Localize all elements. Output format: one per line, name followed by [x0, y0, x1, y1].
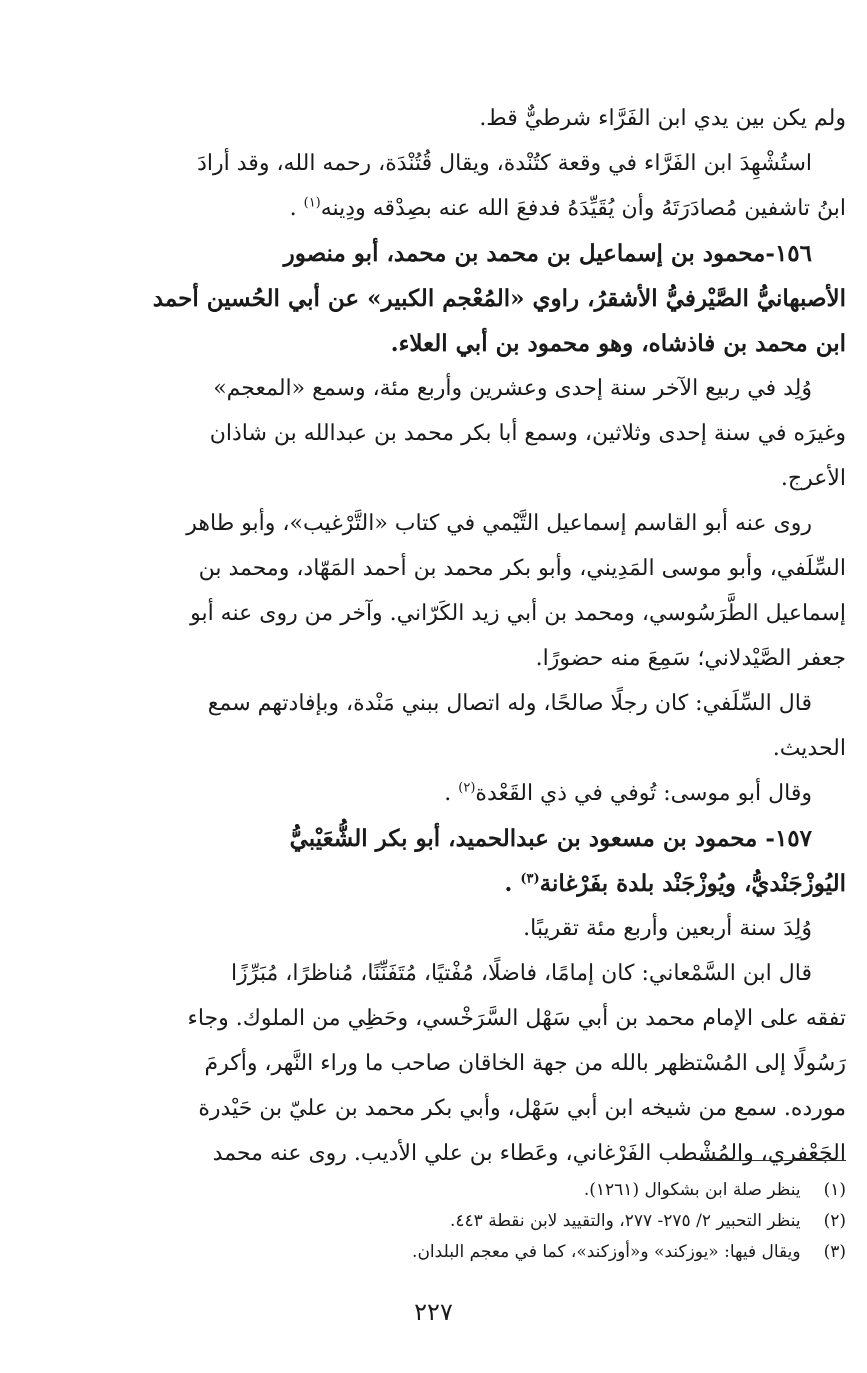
entry-heading-156: ١٥٦-محمود بن إسماعيل بن محمد بن محمد، أبو منصور — [283, 240, 812, 267]
footnote-number: (٢) — [823, 1211, 846, 1231]
text-line: ولم يكن بين يدي ابن الفَرَّاء شرطيٌّ قط. — [479, 106, 846, 131]
entry-heading-line: الأصبهانيُّ الصَّيْرفيُّ الأشقرُ، راوي «المُعْجم الكبير» عن أبي الحُسين أحمد — [152, 285, 846, 312]
entry-heading-line: اليُوزْجَنْديُّ، ويُوزْجَنْد بلدة بفَرْغانة$^{(٣)}$ . — [504, 870, 846, 897]
text-line: إسماعيل الطَّرَسُوسي، ومحمد بن أبي زيد الكَرّاني. وآخر من روى عنه أبو — [190, 601, 846, 626]
footnote-item — [104, 1206, 846, 1237]
footnote-number: (٣) — [823, 1242, 846, 1262]
footnote-ref: (١) — [303, 195, 321, 211]
text-line: قال ابن السَّمْعاني: كان إمامًا، فاضلًا، مُفْتيًا، مُتَفَنِّنًا، مُناظرًا، مُبَرِّزًا — [230, 961, 812, 986]
footnote-text: ويقال فيها: «يوزكند» و«أوزكند»، كما في معجم البلدان. — [412, 1242, 801, 1262]
footnote-text: ينظر صلة ابن بشكوال (١٢٦١). — [583, 1180, 801, 1200]
page-number: ٢٢٧ — [414, 1298, 453, 1326]
text-line: الجَعْفري، والمُشْطب الفَرْغاني، وعَطاء بن علي الأديب. روى عنه محمد — [212, 1141, 846, 1166]
text-line: وُلِد في ربيع الآخر سنة إحدى وعشرين وأربع مئة، وسمع «المعجم» — [213, 376, 812, 401]
entry-heading-line: ابن محمد بن فاذشاه، وهو محمود بن أبي العلاء. — [390, 330, 846, 357]
footnote-item — [104, 1175, 846, 1206]
text-line: وغيرَه في سنة إحدى وثلاثين، وسمع أبا بكر محمد بن عبدالله بن شاذان — [209, 421, 846, 446]
text-line: الحديث. — [772, 736, 846, 761]
text-line: مورده. سمع من شيخه ابن أبي سَهْل، وأبي بكر محمد بن عليّ بن حَيْدرة — [198, 1096, 846, 1121]
text-line: روى عنه أبو القاسم إسماعيل التَّيْمي في كتاب «التَّرْغيب»، وأبو طاهر — [186, 511, 812, 536]
footnote-ref: (٣) — [520, 871, 540, 887]
text-line: استُشْهِدَ ابن الفَرَّاء في وقعة كتُنْدة، ويقال قُتُنْدَة، رحمه الله، وقد أرادَ — [197, 151, 812, 176]
text-line: رَسُولًا إلى المُسْتظهر بالله من جهة الخاقان صاحب ما وراء النَّهر، وأكرمَ — [204, 1051, 846, 1076]
main-text — [104, 96, 846, 1176]
footnote-separator — [700, 1160, 846, 1161]
text-line: جعفر الصَّيْدلاني؛ سَمِعَ منه حضورًا. — [535, 646, 846, 671]
text-line: قال السِّلَفي: كان رجلًا صالحًا، وله اتصال ببني مَنْدة، وبإفادتهم سمع — [207, 691, 812, 716]
text-line: السِّلَفي، وأبو موسى المَدِيني، وأبو بكر محمد بن أحمد المَهّاد، ومحمد بن — [198, 556, 846, 581]
text-line: الأعرج. — [780, 466, 846, 491]
entry-heading-157: ١٥٧- محمود بن مسعود بن عبدالحميد، أبو بكر الشُّعَيْبيُّ — [289, 825, 812, 852]
text-line: ابنُ تاشفين مُصادَرَتَهُ وأن يُقَيِّدَهُ فدفعَ الله عنه بصِدْقه ودِينه$^{(١)}$ . — [289, 195, 846, 221]
footnote-text: ينظر التحبير ٢/ ٢٧٥- ٢٧٧، والتقييد لابن نقطة ٤٤٣. — [450, 1211, 801, 1231]
text-line: تفقه على الإمام محمد بن أبي سَهْل السَّرَخْسي، وحَظِي من الملوك. وجاء — [187, 1006, 846, 1031]
footnote-ref: (٢) — [458, 780, 476, 796]
footnote-item — [104, 1237, 846, 1268]
text-line: وُلِدَ سنة أربعين وأربع مئة تقريبًا. — [523, 916, 812, 941]
footnote-number: (١) — [823, 1180, 846, 1200]
footnotes — [104, 1175, 846, 1268]
text-line: وقال أبو موسى: تُوفي في ذي القَعْدة$^{(٢)}$ . — [444, 780, 812, 806]
